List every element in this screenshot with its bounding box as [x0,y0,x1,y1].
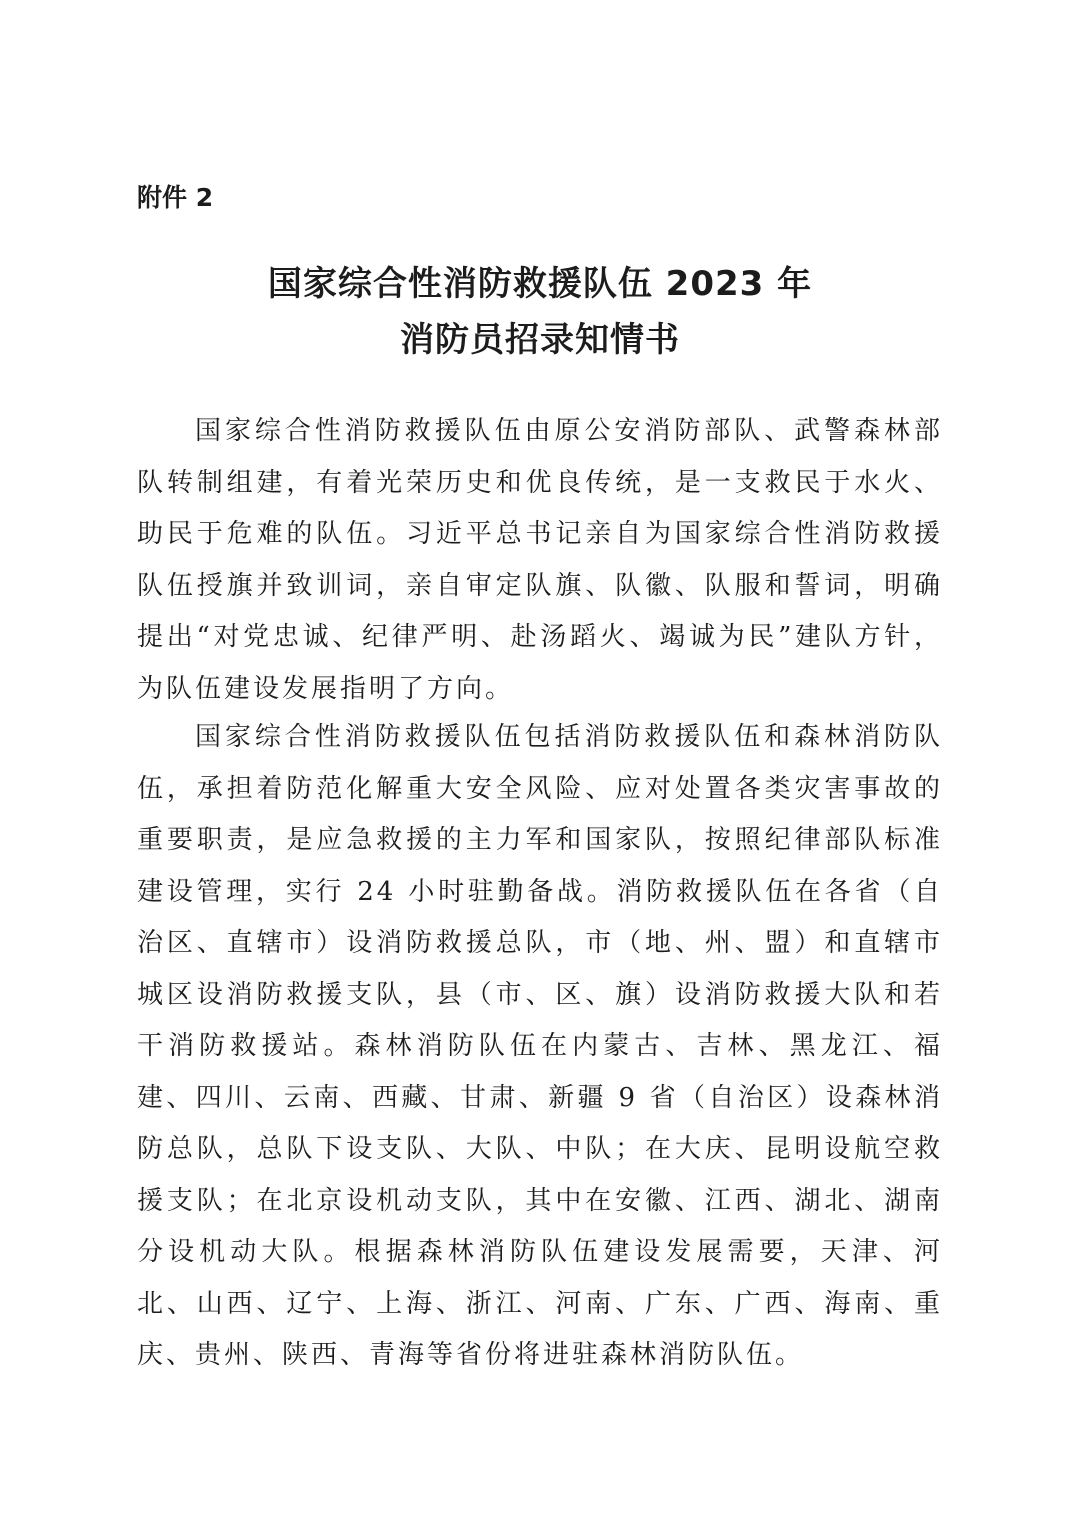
body-paragraph-2: 国家综合性消防救援队伍包括消防救援队伍和森林消防队伍，承担着防范化解重大安全风险、应对处置各类灾害事故的重要职责，是应急救援的主力军和国家队，按照纪律部队标准建设管理，实行 24 小时驻勤备战。消防救援队伍在各省（自治区、直辖市）设消防救援总队，市（地、州、盟）和直辖市城区设消防救援支队，县（市、区、旗）设消防救援大队和若干消防救援站。森林消防队伍在内蒙古、吉林、黑龙江、福建、四川、云南、西藏、甘肃、新疆 9 省（自治区）设森林消防总队，总队下设支队、大队、中队；在大庆、昆明设航空救援支队；在北京设机动支队，其中在安徽、江西、湖北、湖南分设机动大队。根据森林消防队伍建设发展需要，天津、河北、山西、辽宁、上海、浙江、河南、广东、广西、海南、重庆、贵州、陕西、青海等省份将进驻森林消防队伍。 [137,722,943,1370]
attachment-label: 附件 2 [137,183,214,212]
document-title-line-2: 消防员招录知情书 [400,320,680,360]
body-paragraph-1: 国家综合性消防救援队伍由原公安消防部队、武警森林部队转制组建，有着光荣历史和优良传统，是一支救民于水火、助民于危难的队伍。习近平总书记亲自为国家综合性消防救援队伍授旗并致训词，亲自审定队旗、队徽、队服和誓词，明确提出“对党忠诚、纪律严明、赴汤蹈火、竭诚为民”建队方针，为队伍建设发展指明了方向。 [137,416,943,704]
document-title-line-1: 国家综合性消防救援队伍 2023 年 [267,264,813,304]
